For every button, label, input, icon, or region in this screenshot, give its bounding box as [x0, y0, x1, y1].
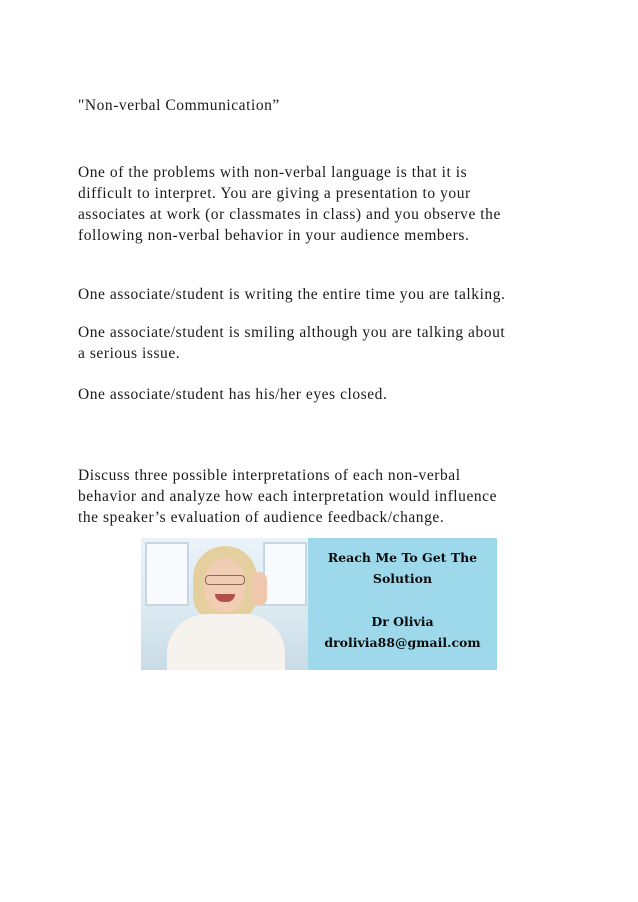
behavior-smiling-line-1: One associate/student is smiling although you are talking about [78, 324, 506, 341]
behavior-writing: One associate/student is writing the entire time you are talking. [78, 286, 506, 303]
contact-name: Dr Olivia [371, 614, 434, 629]
document-title: "Non-verbal Communication” [78, 97, 280, 114]
intro-line-4: following non-verbal behavior in your audience members. [78, 227, 470, 244]
contact-heading-line-2: Solution [372, 571, 433, 586]
contact-email[interactable]: drolivia88@gmail.com [324, 635, 481, 650]
tutor-photo [141, 538, 308, 670]
behavior-smiling-line-2: a serious issue. [78, 345, 181, 362]
intro-line-3: associates at work (or classmates in class) and you observe the [78, 206, 501, 223]
intro-line-1: One of the problems with non-verbal language is that it is [78, 164, 468, 181]
intro-line-2: difficult to interpret. You are giving a presentation to your [78, 185, 471, 202]
contact-banner [141, 538, 497, 670]
discussion-line-2: behavior and analyze how each interpretation would influence [78, 488, 498, 505]
behavior-eyes-closed: One associate/student has his/her eyes closed. [78, 386, 388, 403]
discussion-line-1: Discuss three possible interpretations of each non-verbal [78, 467, 461, 484]
discussion-line-3: the speaker’s evaluation of audience feedback/change. [78, 509, 445, 526]
contact-heading-line-1: Reach Me To Get The [327, 550, 478, 565]
contact-panel [308, 538, 497, 670]
